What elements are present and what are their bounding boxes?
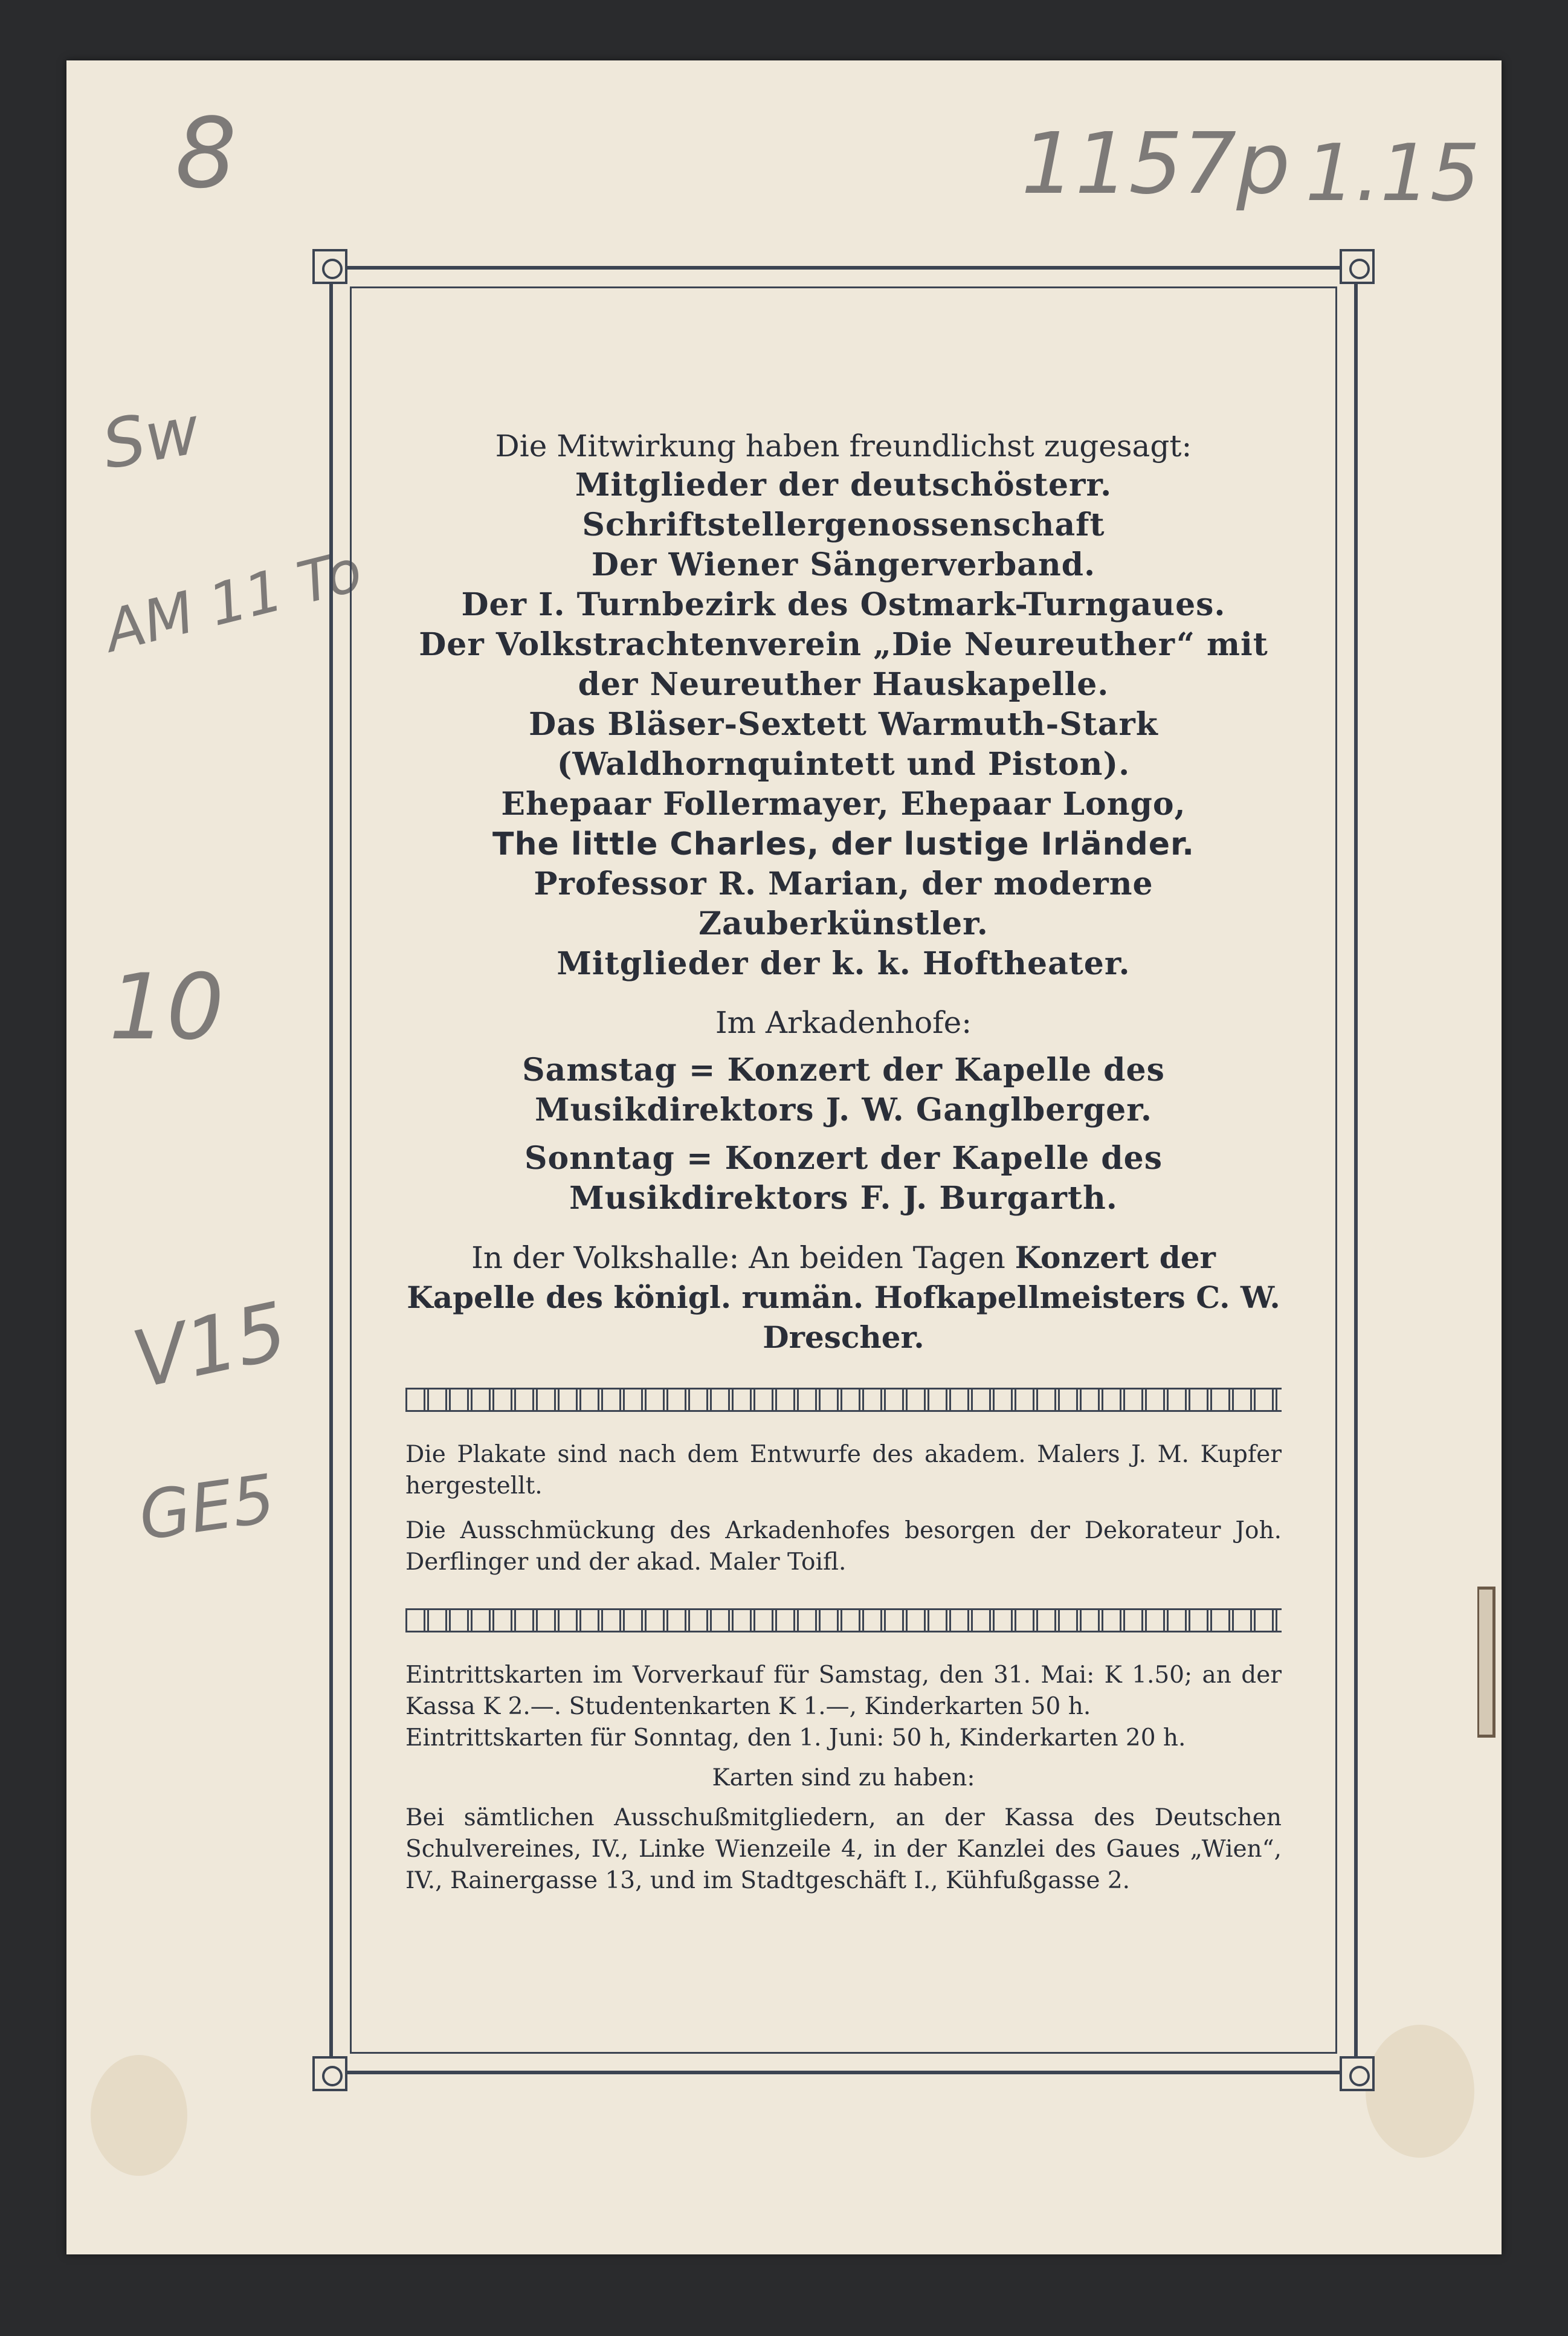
ticket-sunday: Eintrittskarten für Sonntag, den 1. Juni: 50 h, Kinderkarten 20 h. — [405, 1724, 1186, 1752]
pencil-note: V15 — [124, 1284, 295, 1406]
pencil-note: 1.15 — [1305, 127, 1480, 219]
ornamental-divider — [405, 1388, 1282, 1412]
ticket-outlets-heading: Karten sind zu haben: — [712, 1764, 975, 1791]
sunday-concert: Sonntag = Konzert der Kapelle des Musikdirektors F. J. Burgarth. — [524, 1140, 1163, 1217]
pencil-note: Sw — [97, 391, 205, 484]
credit-line: The little Charles, der lustige Irländer. — [492, 826, 1195, 862]
credit-line: Mitglieder der k. k. Hoftheater. — [557, 945, 1131, 982]
pencil-note: GE5 — [134, 1459, 280, 1556]
arkadenhof-heading: Im Arkadenhofe: — [715, 1005, 972, 1040]
volkshalle-line — [405, 1238, 1282, 1357]
corner-ornament-icon — [1340, 249, 1375, 284]
saturday-concert: Samstag = Konzert der Kapelle des Musikdirektors J. W. Ganglberger. — [522, 1052, 1165, 1128]
credit-line: Ehepaar Follermayer, Ehepaar Longo, — [501, 786, 1186, 823]
credit-line: Der I. Turnbezirk des Ostmark-Turngaues. — [461, 586, 1226, 623]
corner-ornament-icon — [312, 2056, 347, 2091]
plakate-note: Die Plakate sind nach dem Entwurfe des akadem. Malers J. M. Kupfer hergestellt. — [405, 1441, 1282, 1500]
corner-ornament-icon — [312, 249, 347, 284]
corner-ornament-icon — [1340, 2056, 1375, 2091]
ornamental-frame — [329, 266, 1358, 2074]
volkshalle-concert: Konzert der Kapelle des königl. rumän. Hofkapellmeisters C. W. Drescher. — [407, 1240, 1280, 1355]
pencil-note: 10 — [109, 955, 224, 1060]
ornamental-divider — [405, 1608, 1282, 1632]
pencil-note: 8 — [175, 97, 237, 210]
program-content — [405, 427, 1282, 1897]
credit-line: Professor R. Marian, der moderne Zauberkünstler. — [534, 865, 1153, 942]
staple — [1477, 1587, 1495, 1738]
stain — [1366, 2025, 1474, 2158]
credit-line: Das Bläser-Sextett Warmuth-Stark (Waldhornquintett und Piston). — [529, 706, 1158, 783]
pencil-note: AM 11 To — [98, 537, 369, 665]
pencil-note: 1157p — [1021, 115, 1291, 213]
credit-line: Mitglieder der deutschösterr. Schriftstellergenossenschaft — [575, 467, 1112, 543]
credits-intro: Die Mitwirkung haben freundlichst zugesagt: — [495, 429, 1192, 464]
stain — [91, 2055, 187, 2176]
volkshalle-prefix: In der Volkshalle: An beiden Tagen — [471, 1240, 1015, 1275]
decoration-note: Die Ausschmückung des Arkadenhofes besorgen der Dekorateur Joh. Derflinger und der akad. Maler Toifl. — [405, 1517, 1282, 1576]
credit-line: Der Volkstrachtenverein „Die Neureuther“ mit der Neureuther Hauskapelle. — [419, 626, 1268, 703]
ticket-presale: Eintrittskarten im Vorverkauf für Samstag, den 31. Mai: K 1.50; an der Kassa K 2.—. Studentenkarten K 1.—, Kinderkarten 50 h. — [405, 1661, 1282, 1720]
credit-line: Der Wiener Sängerverband. — [591, 546, 1096, 583]
ticket-outlets: Bei sämtlichen Ausschußmitgliedern, an der Kassa des Deutschen Schulvereines, IV., Linke Wienzeile 4, in der Kanzlei des Gaues „Wien“, IV., Rainergasse 13, und im Stadtgeschäft I., Kühfußgasse 2. — [405, 1804, 1282, 1894]
